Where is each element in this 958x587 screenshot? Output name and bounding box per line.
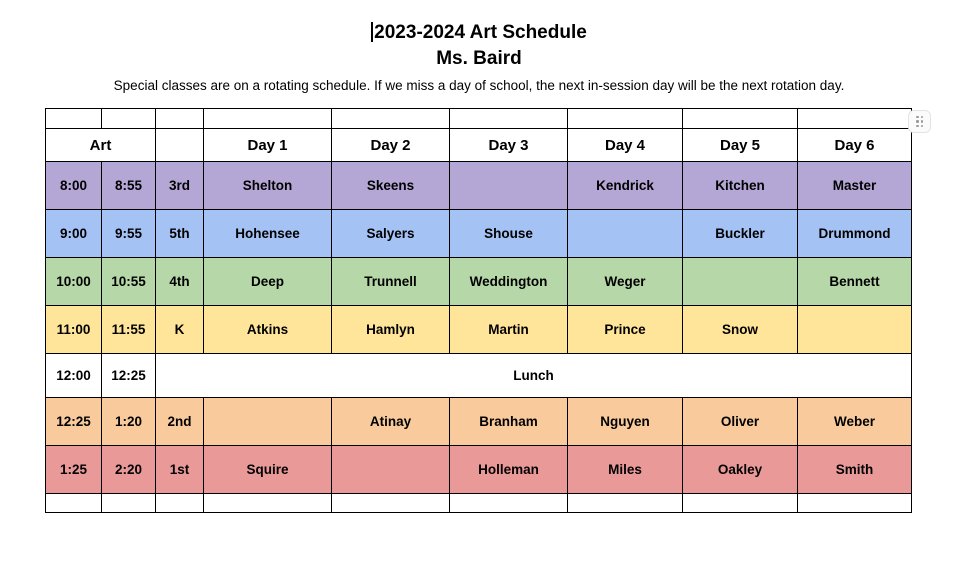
text-cursor-caret [371,22,373,42]
grade-cell[interactable]: 3rd [156,162,204,210]
schedule-row-1st [46,446,912,494]
teacher-cell[interactable]: Hohensee [204,210,332,258]
teacher-cell[interactable]: Shouse [450,210,568,258]
schedule-row-3rd [46,162,912,210]
doc-title[interactable] [0,20,958,46]
teacher-cell[interactable] [204,398,332,446]
empty-cell[interactable] [46,109,102,129]
time-end-cell[interactable]: 12:25 [102,354,156,398]
day-header-3[interactable]: Day 3 [450,129,568,162]
teacher-cell[interactable]: Trunnell [332,258,450,306]
teacher-cell[interactable]: Salyers [332,210,450,258]
teacher-cell[interactable]: Bennett [798,258,912,306]
day-header-6[interactable]: Day 6 [798,129,912,162]
empty-cell[interactable] [683,494,798,513]
doc-title-text: 2023-2024 Art Schedule [374,22,587,43]
time-start-cell[interactable]: 12:00 [46,354,102,398]
empty-cell[interactable] [46,494,102,513]
schedule-table [45,108,912,513]
teacher-cell[interactable]: Oliver [683,398,798,446]
doc-note[interactable]: Special classes are on a rotating schedule. If we miss a day of school, the next in-session day will be the next rotation day. [113,78,845,93]
grade-header-empty[interactable] [156,129,204,162]
teacher-cell[interactable] [683,258,798,306]
teacher-cell[interactable]: Deep [204,258,332,306]
schedule-row-4th [46,258,912,306]
empty-cell[interactable] [568,494,683,513]
teacher-cell[interactable] [798,306,912,354]
empty-cell[interactable] [798,109,912,129]
time-end-cell[interactable]: 9:55 [102,210,156,258]
time-end-cell[interactable]: 2:20 [102,446,156,494]
lunch-label-cell[interactable]: Lunch [156,354,912,398]
teacher-cell[interactable]: Martin [450,306,568,354]
teacher-cell[interactable]: Snow [683,306,798,354]
document-page [0,20,958,587]
header-row [46,129,912,162]
time-start-cell[interactable]: 11:00 [46,306,102,354]
day-header-5[interactable]: Day 5 [683,129,798,162]
dots-grid-icon [916,116,923,128]
teacher-cell[interactable]: Smith [798,446,912,494]
time-start-cell[interactable]: 10:00 [46,258,102,306]
day-header-4[interactable]: Day 4 [568,129,683,162]
teacher-cell[interactable]: Hamlyn [332,306,450,354]
empty-cell[interactable] [568,109,683,129]
teacher-cell[interactable]: Weger [568,258,683,306]
day-header-1[interactable]: Day 1 [204,129,332,162]
teacher-cell[interactable]: Weber [798,398,912,446]
teacher-cell[interactable]: Miles [568,446,683,494]
spacer-row-top [46,109,912,129]
empty-cell[interactable] [156,494,204,513]
empty-cell[interactable] [332,494,450,513]
empty-cell[interactable] [798,494,912,513]
schedule-row-5th [46,210,912,258]
grade-cell[interactable]: 4th [156,258,204,306]
time-start-cell[interactable]: 8:00 [46,162,102,210]
empty-cell[interactable] [204,109,332,129]
teacher-cell[interactable] [568,210,683,258]
empty-cell[interactable] [156,109,204,129]
teacher-cell[interactable]: Weddington [450,258,568,306]
teacher-cell[interactable]: Nguyen [568,398,683,446]
time-start-cell[interactable]: 1:25 [46,446,102,494]
empty-cell[interactable] [683,109,798,129]
grade-cell[interactable]: K [156,306,204,354]
teacher-cell[interactable]: Atinay [332,398,450,446]
time-end-cell[interactable]: 1:20 [102,398,156,446]
teacher-cell[interactable]: Kitchen [683,162,798,210]
time-start-cell[interactable]: 12:25 [46,398,102,446]
table-drag-handle-icon[interactable] [908,110,931,133]
teacher-cell[interactable] [450,162,568,210]
corner-header-art[interactable]: Art [46,129,156,162]
teacher-cell[interactable]: Holleman [450,446,568,494]
teacher-cell[interactable]: Drummond [798,210,912,258]
day-header-2[interactable]: Day 2 [332,129,450,162]
empty-cell[interactable] [332,109,450,129]
teacher-cell[interactable]: Prince [568,306,683,354]
teacher-cell[interactable]: Oakley [683,446,798,494]
teacher-cell[interactable]: Buckler [683,210,798,258]
empty-cell[interactable] [102,109,156,129]
teacher-cell[interactable]: Atkins [204,306,332,354]
empty-cell[interactable] [204,494,332,513]
time-end-cell[interactable]: 11:55 [102,306,156,354]
lunch-row [46,354,912,398]
teacher-cell[interactable] [332,446,450,494]
teacher-cell[interactable]: Master [798,162,912,210]
empty-cell[interactable] [450,109,568,129]
teacher-cell[interactable]: Squire [204,446,332,494]
schedule-row-2nd [46,398,912,446]
schedule-row-k [46,306,912,354]
time-end-cell[interactable]: 10:55 [102,258,156,306]
time-end-cell[interactable]: 8:55 [102,162,156,210]
empty-cell[interactable] [450,494,568,513]
spacer-row-bottom [46,494,912,513]
doc-subtitle[interactable]: Ms. Baird [436,48,522,69]
teacher-cell[interactable]: Shelton [204,162,332,210]
teacher-cell[interactable]: Kendrick [568,162,683,210]
teacher-cell[interactable]: Branham [450,398,568,446]
time-start-cell[interactable]: 9:00 [46,210,102,258]
grade-cell[interactable]: 1st [156,446,204,494]
grade-cell[interactable]: 5th [156,210,204,258]
grade-cell[interactable]: 2nd [156,398,204,446]
empty-cell[interactable] [102,494,156,513]
teacher-cell[interactable]: Skeens [332,162,450,210]
